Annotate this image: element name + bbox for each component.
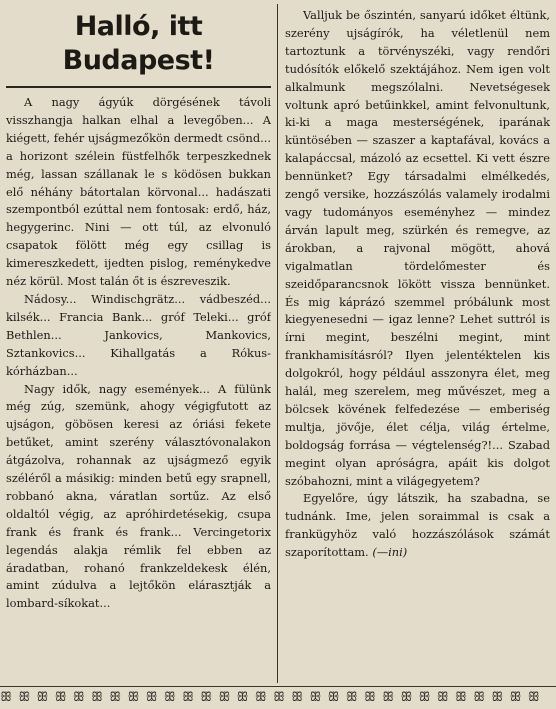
paragraph-names: Nádosy... Windischgrätz... vádbeszéd... kilsék... Francia Bank... gróf Teleki... gróf Bethlen... Jankovics, Mankovics, Sztankovics... Kihallgatás a Rókus-kórházban...	[6, 291, 271, 378]
paragraph-events: Nagy idők, nagy események... A fülünk még zúg, szemünk, ahogy végigfutott az ujságon, göbösen keresi az óriási fekete betűket, amint szerény választóvonalakon átgázolva, rohannak az ujságmező egyik széléről a másikig: minden betű egy srapnell, robbanó akna, váratlan sortűz. Az első oldaltól végig, az apróhirdetésekig, csupa frank és frank és frank... Vercingetorix legendás alakja rémlik fel ebben az áradatban, rohanó frankzeldekesk élén, amint zúdulva a lejtőkön elárasztják a lombard-síkokat...	[6, 381, 271, 611]
paragraph-closing-text: Egyelőre, úgy látszik, ha szabadna, se tudnánk. Ime, jelen soraimmal is csak a frankügyhöz való hozzászólások számát szaporítottam.	[285, 491, 550, 560]
paragraph-confession: Valljuk be őszintén, sanyarú időket éltünk, szerény ujságírók, ha véletlenül nem tartoztunk a törvényszéki, vagy rendőri tudósítók előkelő szektájához. Nem igen volt alkalmunk megszólalni. Nevetségesek voltunk apró betűinkkel, amint felvonultunk, ki-ki a maga mesterségének, iparának küntösében — szaszer a kaptafával, kovács a kalapáccsal, mázoló az ecsettel. Ki vett észre bennünket? Egy társadalmi elmélkedés, zengő versike, hozzászólás valamely irodalmi vagy tudományos eseményhez — mindez árván lapult meg, szürkén és remegve, az árokban, a rajvonal mögött, ahová vigalmatlan tördelőmester és szeidőparancsnok lökött vissza bennünket. És mig káprázó szemmel próbálunk most kiegyenesedni — igaz lenne? Lehet suttról is írni megint, beszélni megint, mint frankhamisításról? Ilyen jelentéktelen kis dolgokról, hogy például asszonyra élet, meg halál, meg szerelem, meg művészet, meg a bölcsek kövének felfedezése — emberiség multja, jövője, élet célja, világ értelme, boldogság forrása — végtelenség?!... Szabad megint olyan apróságra, apáit kis dolgot szóbahozni, mint a világegyetem?	[285, 8, 550, 488]
article-headline: Halló, itt Budapest!	[62, 11, 215, 76]
paragraph-intro: A nagy ágyúk dörgésének távoli visszhangja halkan elhal a levegőben... A kiégett, fehér ujságmezőkön dermedt csönd... a horizont szélein füstfelhők terpeszkednek még, lassan szállanak le s ködösen bukkan elő néhány bátortalan körvonal... hadászati szempontból ezúttal nem fontosak: erdő, ház, hegygerinc. Nini — ott túl, az elvonuló csapatok fölött még egy csillag is kimereszkedett, ijedten pislog, reménykedve néz körül. Most talán őt is észreveszik.	[6, 95, 271, 289]
left-column	[6, 0, 271, 685]
right-column	[285, 0, 550, 685]
column-divider	[277, 4, 278, 683]
headline-rule	[6, 86, 271, 88]
paragraph-closing	[285, 490, 550, 562]
ornamental-border: ꕥ ꕥ ꕥ ꕥ ꕥ ꕥ ꕥ ꕥ ꕥ ꕥ ꕥ ꕥ ꕥ ꕥ ꕥ ꕥ ꕥ ꕥ ꕥ ꕥ ꕥ ꕥ ꕥ ꕥ ꕥ ꕥ ꕥ ꕥ ꕥ ꕥ	[0, 686, 556, 709]
author-signature: (—ini)	[372, 545, 408, 560]
